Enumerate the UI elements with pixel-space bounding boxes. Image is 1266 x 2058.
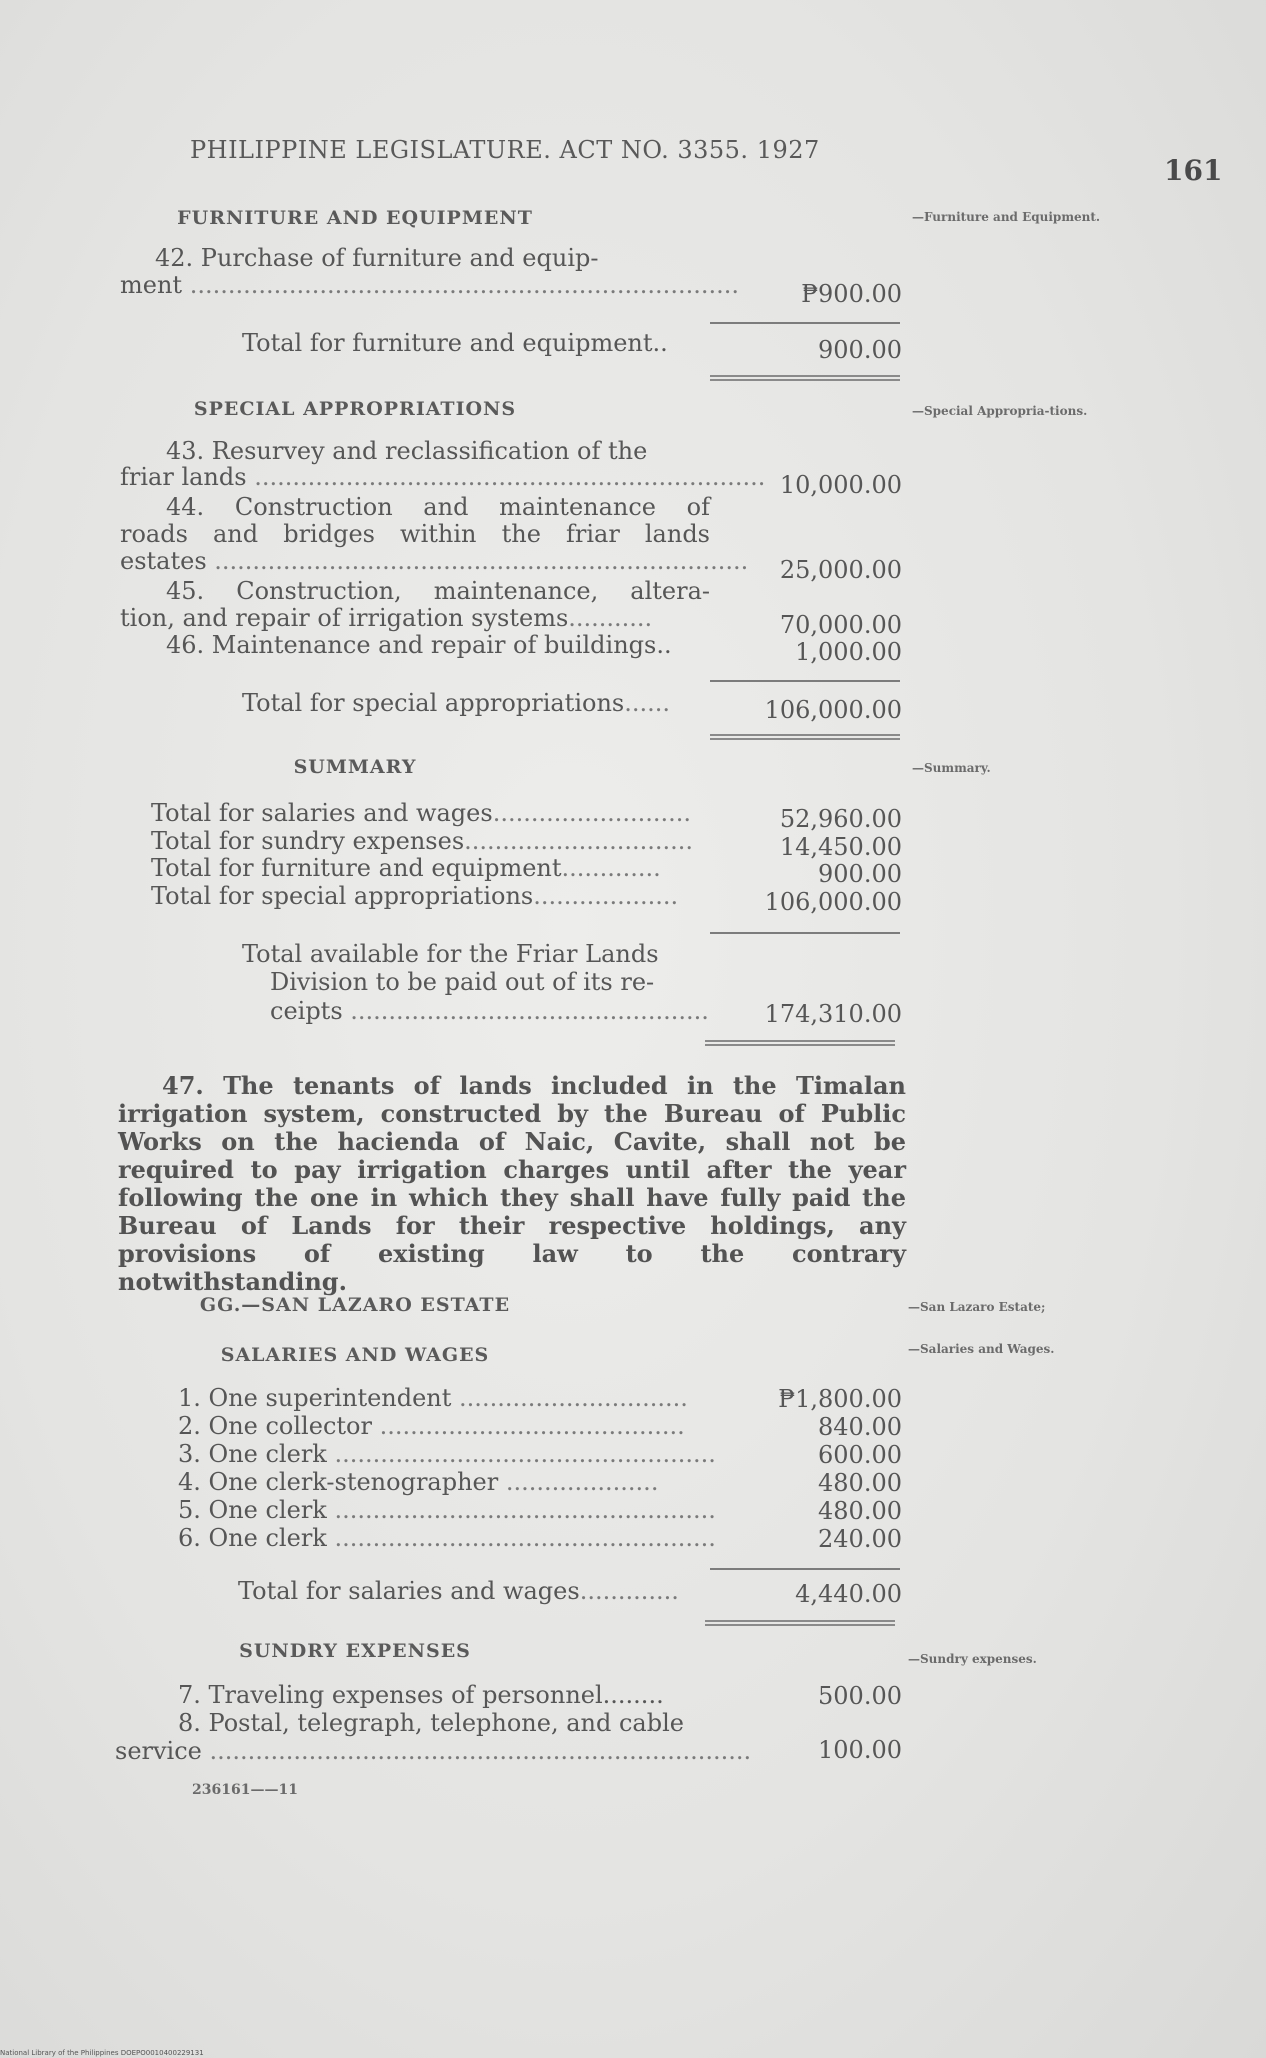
- double-rule: [705, 1620, 895, 1626]
- item-43-amount: 10,000.00: [779, 471, 902, 499]
- margin-note-salaries: —Salaries and Wages.: [908, 1342, 1055, 1356]
- item-44-amount: 25,000.00: [779, 556, 902, 584]
- item-8-line1: 8. Postal, telegraph, telephone, and cable: [178, 1709, 684, 1737]
- salaries-total-amount: 4,440.00: [795, 1580, 902, 1608]
- source-watermark: National Library of the Philippines DOEPO0010400229131: [0, 2049, 204, 2057]
- page-number: 161: [1164, 154, 1223, 187]
- section-heading-furniture: FURNITURE AND EQUIPMENT: [177, 207, 533, 229]
- section-heading-sundry: SUNDRY EXPENSES: [239, 1640, 471, 1662]
- salary-row-amount: 240.00: [818, 1525, 902, 1553]
- grand-total-amount: 174,310.00: [764, 1000, 902, 1028]
- summary-row: Total for furniture and equipment.............: [151, 854, 661, 882]
- item-44-line2: roads and bridges within the friar lands: [120, 520, 710, 548]
- summary-row: Total for sundry expenses..............................: [151, 827, 694, 855]
- salary-row-amount: 480.00: [818, 1469, 902, 1497]
- item-7: 7. Traveling expenses of personnel........: [178, 1681, 664, 1709]
- summary-row-amount: 14,450.00: [779, 833, 902, 861]
- section-heading-special: SPECIAL APPROPRIATIONS: [193, 398, 517, 420]
- salary-row: 4. One clerk-stenographer ....................: [178, 1468, 659, 1496]
- salary-row: 3. One clerk ..................................................: [178, 1440, 716, 1468]
- salary-row: 1. One superintendent ..............................: [178, 1384, 688, 1412]
- printer-signature: 236161——11: [192, 1782, 298, 1798]
- item-44-line3: estates ......................................................................: [120, 547, 749, 575]
- margin-note-special: —Special Appropria-tions.: [912, 404, 1088, 418]
- item-43-line2: friar lands ...................................................................: [120, 463, 766, 491]
- item-8-line2: service .......................................................................: [115, 1737, 752, 1765]
- salary-row-amount: ₱1,800.00: [778, 1385, 902, 1413]
- item-45-amount: 70,000.00: [779, 611, 902, 639]
- special-total-label: Total for special appropriations......: [242, 689, 670, 717]
- subtotal-rule: [710, 680, 900, 682]
- running-header: PHILIPPINE LEGISLATURE. ACT NO. 3355. 1927: [190, 136, 820, 164]
- furniture-total-label: Total for furniture and equipment..: [242, 329, 668, 357]
- double-rule: [710, 375, 900, 381]
- margin-note-summary: —Summary.: [912, 761, 991, 775]
- salary-row-amount: 480.00: [818, 1497, 902, 1525]
- double-rule: [710, 734, 900, 740]
- subtotal-rule: [710, 1568, 900, 1570]
- summary-row-amount: 52,960.00: [779, 805, 902, 833]
- salaries-total-label: Total for salaries and wages.............: [238, 1577, 679, 1605]
- section-heading-summary: SUMMARY: [293, 756, 417, 778]
- item-42-line1: 42. Purchase of furniture and equip-: [155, 244, 599, 272]
- grand-total-line3: ceipts ...............................................: [270, 997, 709, 1025]
- item-46-amount: 1,000.00: [795, 638, 902, 666]
- item-42-line2: ment ........................................................................: [120, 271, 739, 299]
- furniture-total-amount: 900.00: [818, 336, 902, 364]
- subtotal-rule: [710, 322, 900, 324]
- salary-row: 5. One clerk ..................................................: [178, 1496, 716, 1524]
- salary-row-amount: 600.00: [818, 1441, 902, 1469]
- salary-row: 2. One collector ........................................: [178, 1412, 685, 1440]
- item-44-line1: 44. Construction and maintenance of: [166, 493, 710, 521]
- item-8-amount: 100.00: [818, 1736, 902, 1764]
- salary-row-amount: 840.00: [818, 1413, 902, 1441]
- grand-total-line2: Division to be paid out of its re-: [270, 968, 655, 996]
- section-heading-san-lazaro: GG.—SAN LAZARO ESTATE: [199, 1294, 511, 1316]
- salary-row: 6. One clerk ..................................................: [178, 1524, 716, 1552]
- margin-note-furniture: —Furniture and Equipment.: [912, 210, 1101, 224]
- summary-row: Total for salaries and wages..........................: [151, 799, 692, 827]
- item-42-amount: ₱900.00: [801, 280, 902, 308]
- item-45-line1: 45. Construction, maintenance, altera-: [166, 577, 710, 605]
- summary-row: Total for special appropriations...................: [151, 882, 679, 910]
- grand-total-line1: Total available for the Friar Lands: [242, 940, 659, 968]
- double-rule: [705, 1040, 895, 1046]
- item-7-amount: 500.00: [818, 1682, 902, 1710]
- item-43-line1: 43. Resurvey and reclassification of the: [166, 437, 648, 465]
- item-46-line1: 46. Maintenance and repair of buildings..: [166, 631, 672, 659]
- summary-row-amount: 900.00: [818, 860, 902, 888]
- margin-note-san-lazaro: —San Lazaro Estate;: [908, 1300, 1046, 1314]
- section-heading-salaries: SALARIES AND WAGES: [220, 1344, 490, 1366]
- item-45-line2: tion, and repair of irrigation systems...........: [120, 604, 653, 632]
- summary-row-amount: 106,000.00: [764, 888, 902, 916]
- margin-note-sundry: —Sundry expenses.: [908, 1652, 1037, 1666]
- special-total-amount: 106,000.00: [764, 696, 902, 724]
- paragraph-47: 47. The tenants of lands included in the Timalan irrigation system, constructed by the Bureau of Public Works on the hacienda of Naic, Cavite, shall not be required to pay irrigation charges until after the year following the one in which they shall have fully paid the Bureau of Lands for their respective holdings, any provisions of existing law to the contrary notwithstanding.: [118, 1071, 906, 1296]
- subtotal-rule: [710, 932, 900, 934]
